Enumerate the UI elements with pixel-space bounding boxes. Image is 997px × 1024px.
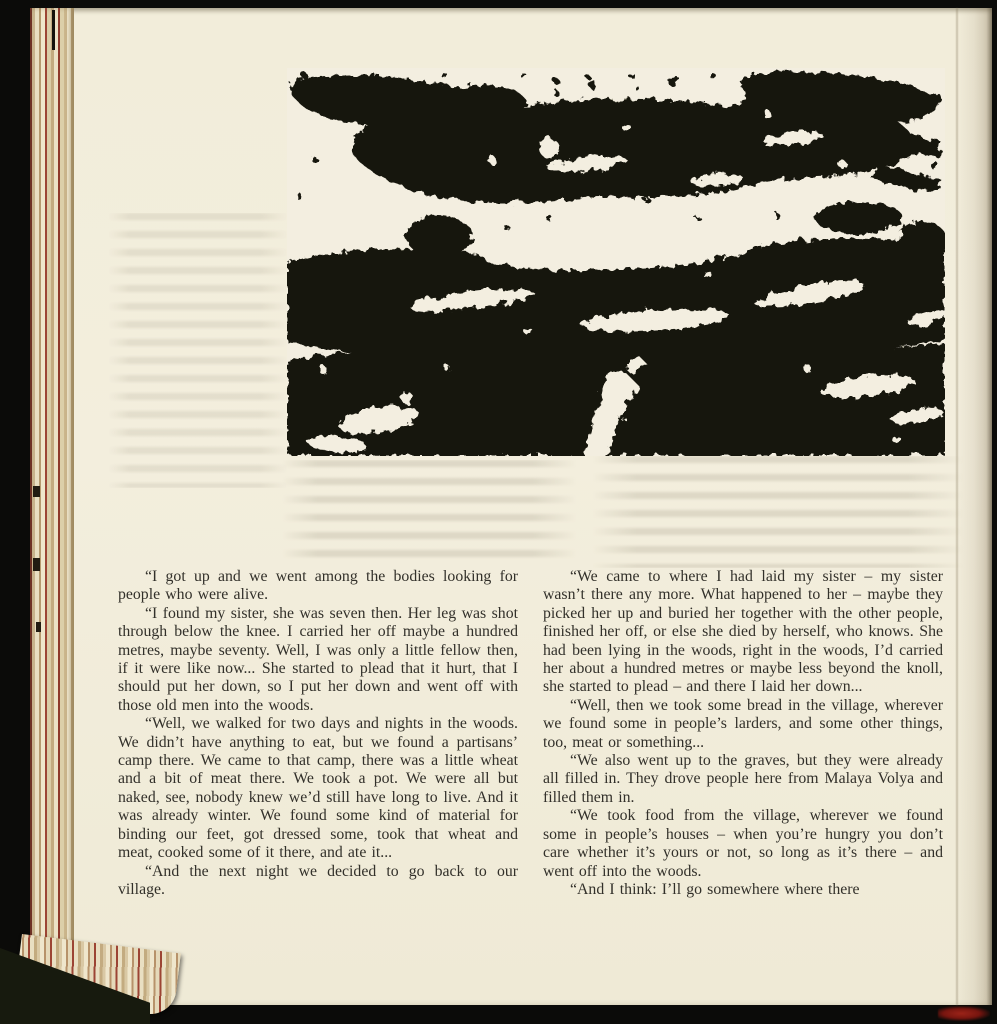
- paragraph: “Well, then we took some bread in the village, wherever we found some in people’s larders, and some other things, too, meat or something...: [543, 696, 943, 751]
- page-edge-stack: [30, 8, 74, 1005]
- red-ink-smudge: [938, 1006, 990, 1021]
- paragraph: “We took food from the village, wherever we found some in people’s houses – when you’re hungry you don’t care whether it’s yours or not, so long as it’s there – and went off into the woods.: [543, 807, 943, 880]
- page-curl-shadow: [956, 8, 992, 1005]
- page-show-through: [282, 460, 577, 566]
- binding-mark: [33, 486, 40, 497]
- binding-mark: [52, 10, 55, 50]
- paragraph: “We came to where I had laid my sister – my sister wasn’t there any more. What happened to her – maybe they picked her up and buried her together with the other people, finished her off, or else she died by herself, who knows. She had been lying in the woods, right in the woods, I’d carried her about a hundred metres or maybe less beyond the knoll, she started to plead – and there I laid her down...: [543, 568, 943, 696]
- paragraph: “And I think: I’ll go somewhere where there: [570, 880, 860, 898]
- binding-mark: [36, 622, 41, 632]
- book-page: [30, 8, 992, 1005]
- photo-halftone-graphic: [287, 68, 945, 456]
- page-show-through: [108, 213, 288, 488]
- text-columns: [118, 568, 943, 899]
- paragraph: “Well, we walked for two days and nights in the woods. We didn’t have anything to eat, but we found a partisans’ camp there. We came to that camp, there was a little wheat and a bit of meat there. We took a pot. We were all but naked, see, nobody knew we’d still have long to live. And it was already winter. We found some kind of material for binding our feet, got dressed some, took that wheat and meat, cooked some of it there, and ate it...: [118, 715, 518, 862]
- text-column-left: [118, 568, 518, 899]
- paragraph: “We also went up to the graves, but they were already all filled in. They drove people here from Malaya Volya and filled them in.: [543, 752, 943, 806]
- paragraph: “And the next night we decided to go back to our village.: [118, 862, 518, 898]
- paragraph: “I got up and we went among the bodies looking for people who were alive.: [118, 568, 518, 604]
- binding-mark: [33, 558, 40, 571]
- page-show-through: [592, 456, 964, 568]
- text-column-right: [543, 568, 943, 899]
- wartime-photograph: [287, 68, 945, 456]
- paragraph: “I found my sister, she was seven then. Her leg was shot through below the knee. I carried her off maybe a hundred metres, maybe seventy. Well, I was only a little fellow then, if it were like now... She started to plead that it hurt, that I should put her down, so I put her down and went off with those old men into the woods.: [118, 604, 518, 714]
